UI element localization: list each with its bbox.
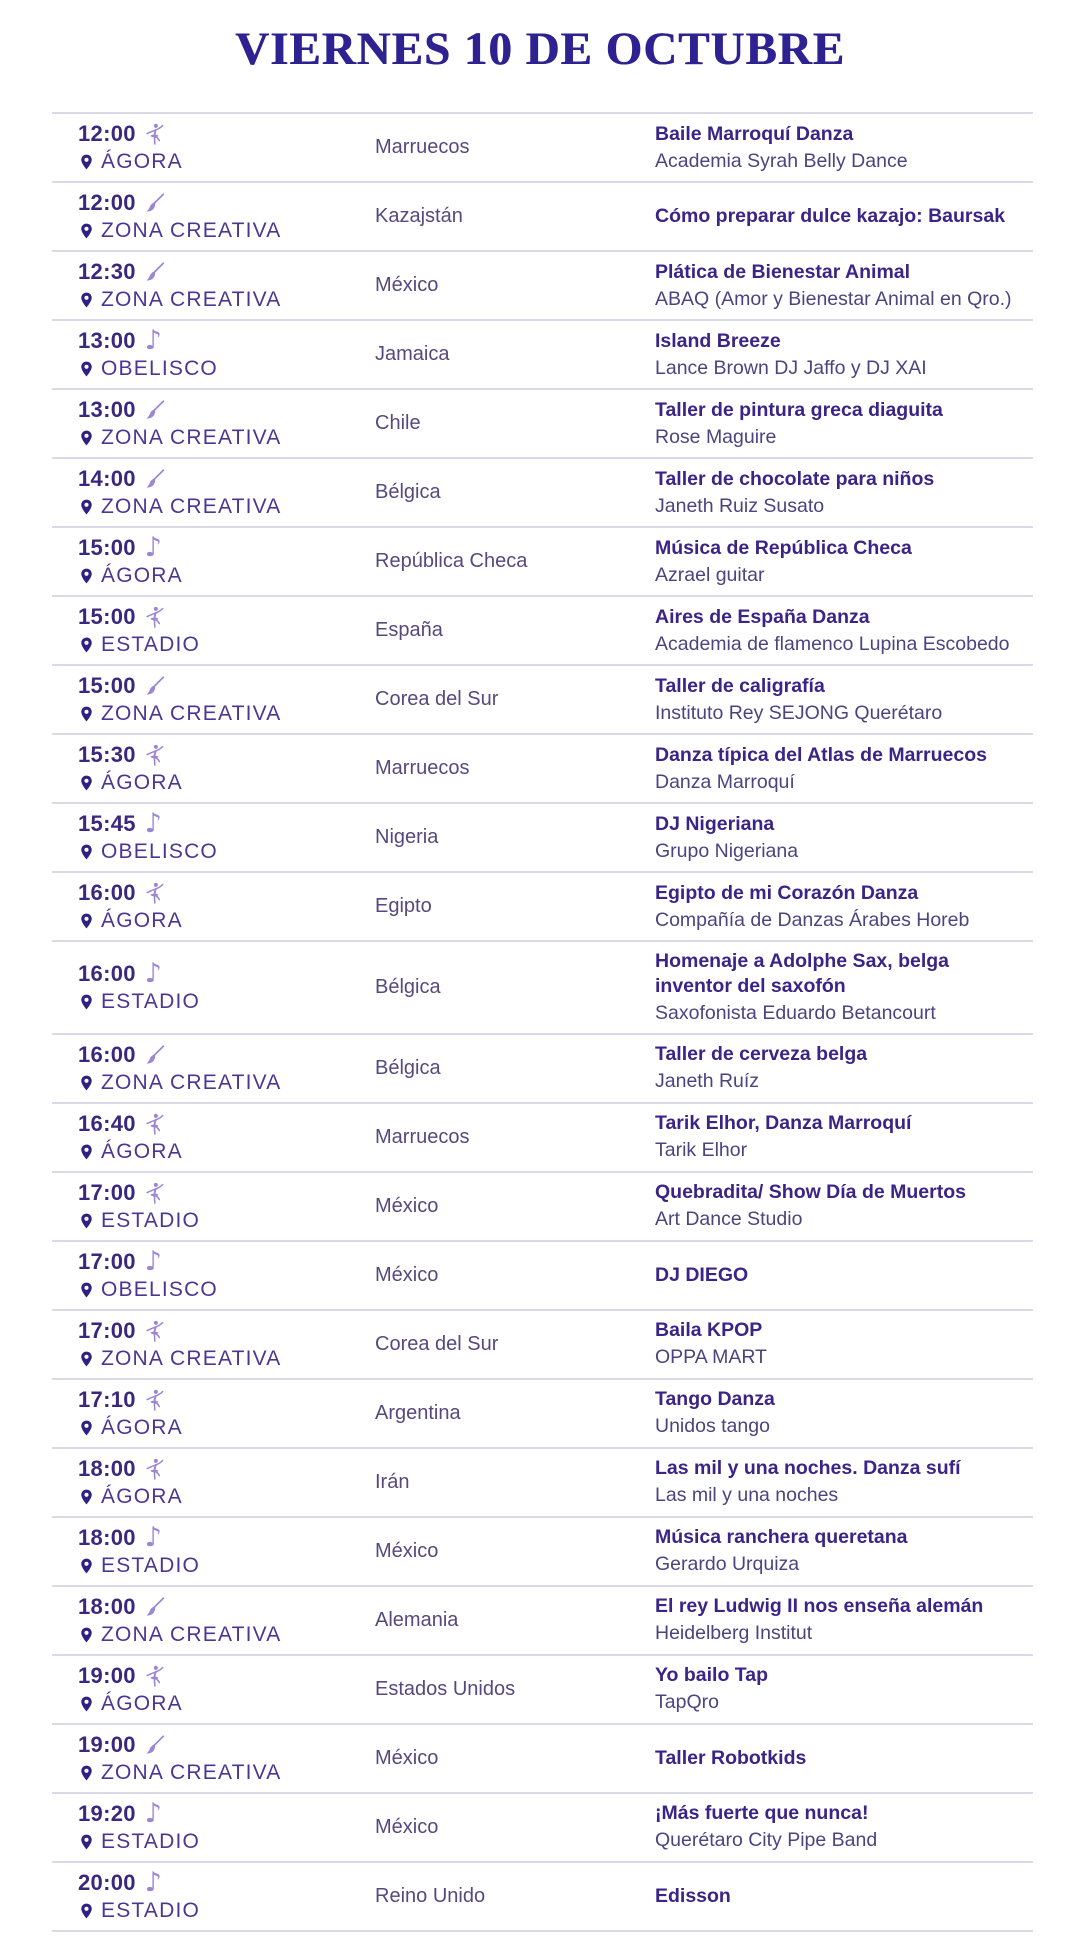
location-pin-icon (78, 1074, 95, 1092)
event-venue: ZONA CREATIVA (101, 702, 282, 725)
schedule-row (52, 664, 1033, 733)
event-presenter: Rose Maguire (655, 425, 777, 448)
country-cell (375, 1816, 655, 1839)
event-venue: ÁGORA (101, 150, 183, 173)
time-venue-cell (52, 190, 375, 243)
event-presenter: ABAQ (Amor y Bienestar Animal en Qro.) (655, 287, 1012, 310)
event-presenter: Grupo Nigeriana (655, 839, 799, 862)
location-pin-icon (78, 843, 95, 861)
event-title: Danza típica del Atlas de Marruecos (655, 743, 987, 766)
location-pin-icon (78, 1695, 95, 1713)
event-cell (655, 674, 1033, 726)
schedule-row (52, 733, 1033, 802)
event-country: Kazajstán (375, 205, 463, 227)
location-pin-icon (78, 993, 95, 1011)
event-venue: ÁGORA (101, 1139, 183, 1163)
location-pin-icon (78, 1350, 95, 1368)
location-pin-icon (78, 705, 95, 723)
event-venue: ÁGORA (101, 909, 183, 932)
event-title: Música de República Checa (655, 536, 912, 559)
country-cell (375, 688, 655, 711)
event-title: Tarik Elhor, Danza Marroquí (655, 1112, 912, 1135)
event-country: Corea del Sur (375, 688, 499, 710)
event-cell (655, 1456, 1033, 1508)
time-venue-cell (52, 259, 375, 312)
event-venue: OBELISCO (101, 840, 218, 863)
event-presenter: TapQro (655, 1691, 719, 1714)
event-cell (655, 260, 1033, 312)
event-title: Plática de Bienestar Animal (655, 260, 911, 283)
event-time: 12:00 (78, 121, 136, 146)
country-cell (375, 412, 655, 435)
music-note-icon: ♪ (144, 957, 163, 989)
event-time: 13:00 (78, 328, 136, 353)
event-cell (655, 1663, 1033, 1715)
event-title: Taller de pintura greca diaguita (655, 398, 943, 421)
schedule-row (52, 112, 1033, 181)
schedule-row (52, 940, 1033, 1033)
paintbrush-icon (145, 262, 165, 282)
event-venue: ESTADIO (101, 1898, 201, 1922)
event-country: Chile (375, 412, 421, 434)
location-pin-icon (78, 774, 95, 792)
paintbrush-icon (145, 1045, 165, 1065)
event-title: Quebradita/ Show Día de Muertos (655, 1181, 966, 1204)
location-pin-icon (78, 498, 95, 516)
schedule-row (52, 181, 1033, 250)
event-country: Bélgica (375, 1056, 441, 1079)
country-cell (375, 1747, 655, 1770)
time-venue-cell (52, 324, 375, 381)
event-time: 19:00 (78, 1731, 136, 1757)
schedule-row (52, 1378, 1033, 1447)
schedule-row (52, 1171, 1033, 1240)
time-venue-cell (52, 742, 375, 795)
event-presenter: Academia de flamenco Lupina Escobedo (655, 632, 1010, 655)
time-venue-cell (52, 397, 375, 450)
time-venue-cell (52, 604, 375, 657)
event-cell (655, 1263, 1033, 1288)
location-pin-icon (78, 567, 95, 585)
event-time: 19:20 (78, 1800, 136, 1826)
location-pin-icon (78, 291, 95, 309)
schedule-row (52, 595, 1033, 664)
dancer-icon (145, 1112, 164, 1136)
event-venue: ZONA CREATIVA (101, 219, 282, 242)
country-cell (375, 1195, 655, 1218)
event-time: 18:00 (78, 1524, 136, 1550)
location-pin-icon (78, 1902, 95, 1920)
schedule-row (52, 457, 1033, 526)
event-title: Taller de chocolate para niños (655, 467, 935, 490)
event-time: 17:10 (78, 1386, 136, 1412)
event-title: DJ DIEGO (655, 1263, 749, 1286)
event-title: Island Breeze (655, 329, 781, 352)
country-cell (375, 619, 655, 642)
event-title: Baile Marroquí Danza (655, 122, 854, 145)
event-cell (655, 1801, 1033, 1853)
event-cell (655, 467, 1033, 519)
event-cell (655, 1746, 1033, 1771)
schedule-table (52, 112, 1033, 1932)
paintbrush-icon (145, 469, 165, 489)
event-time: 15:00 (78, 604, 136, 629)
event-venue: ÁGORA (101, 1415, 183, 1439)
schedule-row (52, 1102, 1033, 1171)
event-venue: ESTADIO (101, 1829, 201, 1853)
event-time: 12:30 (78, 259, 136, 284)
location-pin-icon (78, 1281, 95, 1299)
event-cell (655, 1042, 1033, 1094)
country-cell (375, 481, 655, 504)
music-note-icon: ♪ (144, 807, 163, 839)
country-cell (375, 205, 655, 228)
event-time: 18:00 (78, 1593, 136, 1619)
event-time: 15:00 (78, 535, 136, 560)
event-cell (655, 812, 1033, 864)
country-cell (375, 1057, 655, 1080)
event-country: Estados Unidos (375, 1677, 516, 1700)
event-country: Bélgica (375, 975, 441, 998)
event-time: 16:00 (78, 880, 136, 905)
event-presenter: Janeth Ruiz Susato (655, 494, 825, 517)
event-title: Aires de España Danza (655, 605, 870, 628)
event-time: 15:45 (78, 811, 136, 836)
event-cell (655, 1525, 1033, 1577)
event-venue: ÁGORA (101, 1484, 183, 1508)
event-cell (655, 1318, 1033, 1370)
location-pin-icon (78, 636, 95, 654)
event-country: España (375, 619, 443, 641)
schedule-row (52, 526, 1033, 595)
dancer-icon (145, 743, 164, 767)
event-venue: ÁGORA (101, 1691, 183, 1715)
location-pin-icon (78, 429, 95, 447)
event-venue: ESTADIO (101, 989, 201, 1013)
paintbrush-icon (145, 1597, 165, 1617)
event-title: Cómo preparar dulce kazajo: Baursak (655, 205, 1006, 228)
time-venue-cell (52, 466, 375, 519)
event-presenter: Lance Brown DJ Jaffo y DJ XAI (655, 356, 927, 379)
dancer-icon (145, 605, 164, 629)
event-time: 15:00 (78, 673, 136, 698)
schedule-row (52, 1792, 1033, 1861)
paintbrush-icon (145, 676, 165, 696)
event-title: DJ Nigeriana (655, 812, 775, 835)
event-venue: ESTADIO (101, 633, 201, 656)
event-presenter: Saxofonista Eduardo Betancourt (655, 1001, 936, 1024)
event-time: 16:00 (78, 1041, 136, 1067)
event-country: Reino Unido (375, 1884, 486, 1907)
time-venue-cell (52, 880, 375, 933)
event-presenter: Art Dance Studio (655, 1208, 803, 1231)
time-venue-cell (52, 1180, 375, 1233)
time-venue-cell (52, 1866, 375, 1923)
event-country: México (375, 274, 439, 296)
event-title: Taller Robotkids (655, 1746, 807, 1769)
paintbrush-icon (145, 193, 165, 213)
country-cell (375, 1885, 655, 1908)
event-country: México (375, 1539, 439, 1562)
event-title: El rey Ludwig II nos enseña alemán (655, 1595, 984, 1618)
event-venue: ÁGORA (101, 564, 183, 587)
event-presenter: Heidelberg Institut (655, 1622, 813, 1645)
event-venue: ZONA CREATIVA (101, 1346, 282, 1370)
time-venue-cell (52, 1456, 375, 1509)
country-cell (375, 895, 655, 918)
event-country: Marruecos (375, 136, 470, 158)
event-country: México (375, 1746, 439, 1769)
event-title: Taller de cerveza belga (655, 1043, 868, 1066)
event-presenter: Compañía de Danzas Árabes Horeb (655, 908, 970, 931)
event-presenter: Academia Syrah Belly Dance (655, 149, 908, 172)
schedule-row (52, 250, 1033, 319)
event-cell (655, 1111, 1033, 1163)
event-cell (655, 1884, 1033, 1909)
country-cell (375, 550, 655, 573)
location-pin-icon (78, 1626, 95, 1644)
event-cell (655, 329, 1033, 381)
event-cell (655, 605, 1033, 657)
event-time: 12:00 (78, 190, 136, 215)
event-venue: ÁGORA (101, 771, 183, 794)
event-venue: ZONA CREATIVA (101, 426, 282, 449)
time-venue-cell (52, 531, 375, 588)
event-country: Alemania (375, 1608, 459, 1631)
schedule-row (52, 802, 1033, 871)
country-cell (375, 1678, 655, 1701)
event-cell (655, 122, 1033, 174)
event-venue: ZONA CREATIVA (101, 1622, 282, 1646)
schedule-row (52, 319, 1033, 388)
schedule-row (52, 1723, 1033, 1792)
country-cell (375, 1471, 655, 1494)
dancer-icon (145, 881, 164, 905)
event-venue: ZONA CREATIVA (101, 1070, 282, 1094)
event-cell (655, 204, 1033, 229)
event-presenter: Azrael guitar (655, 563, 765, 586)
event-country: Egipto (375, 895, 432, 917)
event-title: Taller de caligrafía (655, 674, 825, 697)
event-title: Yo bailo Tap (655, 1664, 769, 1687)
schedule-row (52, 388, 1033, 457)
location-pin-icon (78, 1833, 95, 1851)
event-venue: ZONA CREATIVA (101, 288, 282, 311)
event-presenter: Gerardo Urquiza (655, 1553, 800, 1576)
event-cell (655, 1180, 1033, 1232)
paintbrush-icon (145, 1735, 165, 1755)
location-pin-icon (78, 912, 95, 930)
event-time: 17:00 (78, 1317, 136, 1343)
time-venue-cell (52, 1521, 375, 1578)
music-note-icon: ♪ (144, 324, 163, 356)
event-cell (655, 949, 1033, 1026)
event-time: 18:00 (78, 1455, 136, 1481)
event-venue: ZONA CREATIVA (101, 1760, 282, 1784)
event-title: Egipto de mi Corazón Danza (655, 881, 919, 904)
dancer-icon (145, 1181, 164, 1205)
event-title: ¡Más fuerte que nunca! (655, 1802, 869, 1825)
time-venue-cell (52, 1594, 375, 1647)
schedule-row (52, 1516, 1033, 1585)
event-country: República Checa (375, 550, 528, 572)
dancer-icon (145, 122, 164, 146)
music-note-icon: ♪ (144, 1521, 163, 1553)
country-cell (375, 976, 655, 999)
time-venue-cell (52, 121, 375, 174)
event-title: Música ranchera queretana (655, 1526, 908, 1549)
event-country: Argentina (375, 1401, 461, 1424)
event-venue: ZONA CREATIVA (101, 495, 282, 518)
time-venue-cell (52, 1111, 375, 1164)
event-time: 13:00 (78, 397, 136, 422)
country-cell (375, 343, 655, 366)
time-venue-cell (52, 1245, 375, 1302)
time-venue-cell (52, 1732, 375, 1785)
event-time: 15:30 (78, 742, 136, 767)
location-pin-icon (78, 1143, 95, 1161)
time-venue-cell (52, 673, 375, 726)
location-pin-icon (78, 222, 95, 240)
paintbrush-icon (145, 400, 165, 420)
event-schedule-page (0, 22, 1080, 1932)
country-cell (375, 1333, 655, 1356)
location-pin-icon (78, 1557, 95, 1575)
event-presenter: Instituto Rey SEJONG Querétaro (655, 701, 943, 724)
country-cell (375, 826, 655, 849)
event-time: 20:00 (78, 1869, 136, 1895)
country-cell (375, 1126, 655, 1149)
time-venue-cell (52, 1042, 375, 1095)
event-time: 19:00 (78, 1662, 136, 1688)
event-time: 16:40 (78, 1110, 136, 1136)
location-pin-icon (78, 153, 95, 171)
event-presenter: Unidos tango (655, 1415, 770, 1438)
country-cell (375, 757, 655, 780)
dancer-icon (145, 1319, 164, 1343)
music-note-icon: ♪ (144, 531, 163, 563)
event-title: Homenaje a Adolphe Sax, belga inventor del saxofón (655, 950, 950, 997)
event-country: Irán (375, 1470, 410, 1493)
schedule-row (52, 1240, 1033, 1309)
event-time: 14:00 (78, 466, 136, 491)
music-note-icon: ♪ (144, 1866, 163, 1898)
event-country: México (375, 1815, 439, 1838)
dancer-icon (145, 1664, 164, 1688)
event-venue: ESTADIO (101, 1208, 201, 1232)
schedule-row (52, 1654, 1033, 1723)
event-venue: OBELISCO (101, 1277, 218, 1301)
country-cell (375, 274, 655, 297)
country-cell (375, 1264, 655, 1287)
event-venue: OBELISCO (101, 357, 218, 380)
time-venue-cell (52, 1387, 375, 1440)
time-venue-cell (52, 1663, 375, 1716)
location-pin-icon (78, 1488, 95, 1506)
country-cell (375, 1402, 655, 1425)
event-title: Baila KPOP (655, 1319, 763, 1342)
dancer-icon (145, 1457, 164, 1481)
music-note-icon: ♪ (144, 1797, 163, 1829)
event-cell (655, 881, 1033, 933)
event-title: Las mil y una noches. Danza sufí (655, 1457, 961, 1480)
location-pin-icon (78, 360, 95, 378)
event-country: Corea del Sur (375, 1332, 499, 1355)
event-title: Edisson (655, 1884, 731, 1907)
event-country: Nigeria (375, 826, 439, 848)
event-venue: ESTADIO (101, 1553, 201, 1577)
event-cell (655, 1594, 1033, 1646)
event-cell (655, 1387, 1033, 1439)
event-cell (655, 743, 1033, 795)
country-cell (375, 1609, 655, 1632)
event-country: Bélgica (375, 481, 441, 503)
schedule-row (52, 1309, 1033, 1378)
event-country: Jamaica (375, 343, 450, 365)
event-country: Marruecos (375, 1125, 470, 1148)
time-venue-cell (52, 1318, 375, 1371)
event-presenter: Querétaro City Pipe Band (655, 1829, 878, 1852)
event-time: 17:00 (78, 1248, 136, 1274)
event-country: México (375, 1263, 439, 1286)
schedule-row (52, 1447, 1033, 1516)
schedule-row (52, 1585, 1033, 1654)
event-title: Tango Danza (655, 1388, 775, 1411)
time-venue-cell (52, 957, 375, 1014)
schedule-row (52, 1033, 1033, 1102)
event-presenter: Las mil y una noches (655, 1484, 839, 1507)
location-pin-icon (78, 1764, 95, 1782)
event-presenter: Danza Marroquí (655, 770, 795, 793)
time-venue-cell (52, 807, 375, 864)
dancer-icon (145, 1388, 164, 1412)
music-note-icon: ♪ (144, 1245, 163, 1277)
event-presenter: Tarik Elhor (655, 1139, 748, 1162)
country-cell (375, 136, 655, 159)
country-cell (375, 1540, 655, 1563)
event-time: 17:00 (78, 1179, 136, 1205)
event-presenter: Janeth Ruíz (655, 1070, 760, 1093)
event-presenter: OPPA MART (655, 1346, 767, 1369)
event-cell (655, 536, 1033, 588)
location-pin-icon (78, 1212, 95, 1230)
event-country: Marruecos (375, 757, 470, 779)
event-country: México (375, 1194, 439, 1217)
time-venue-cell (52, 1797, 375, 1854)
schedule-row (52, 871, 1033, 940)
event-cell (655, 398, 1033, 450)
page-title: VIERNES 10 DE OCTUBRE (235, 23, 845, 75)
event-time: 16:00 (78, 960, 136, 986)
location-pin-icon (78, 1419, 95, 1437)
